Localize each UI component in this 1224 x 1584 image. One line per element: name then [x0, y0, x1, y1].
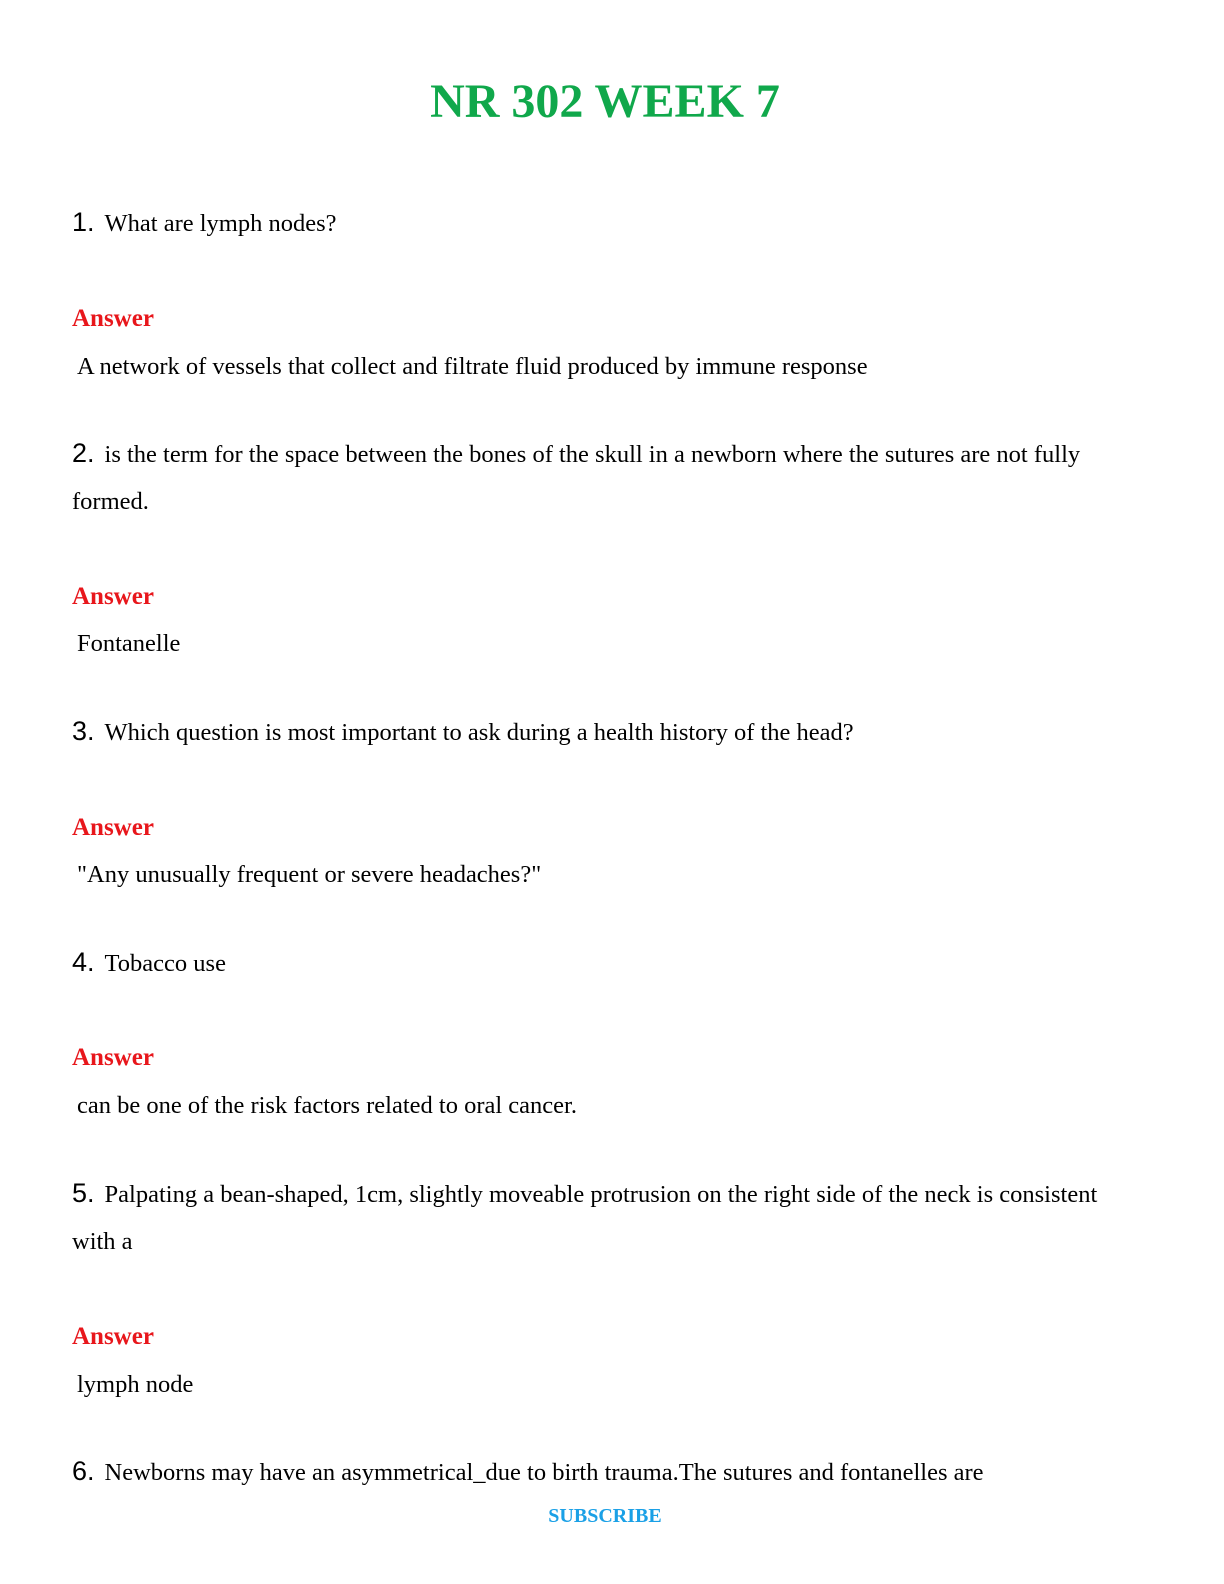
- question-number: 6.: [72, 1456, 95, 1486]
- question-6: [72, 1448, 1172, 1496]
- question-number: 4.: [72, 947, 95, 977]
- subscribe-link[interactable]: SUBSCRIBE: [548, 1505, 662, 1527]
- question-text: Tobacco use: [104, 950, 226, 977]
- document-title: NR 302 WEEK 7: [430, 75, 780, 128]
- question-4: [72, 939, 1132, 987]
- question-3: [72, 708, 1132, 756]
- question-number: 2.: [72, 438, 95, 468]
- answer-text: "Any unusually frequent or severe headaches?": [77, 861, 542, 888]
- question-number: 3.: [72, 716, 95, 746]
- answer-text: can be one of the risk factors related to oral cancer.: [77, 1092, 577, 1119]
- answer-label: Answer: [72, 1323, 154, 1350]
- answer-label: Answer: [72, 814, 154, 841]
- question-5: [72, 1170, 1132, 1265]
- question-text: is the term for the space between the bones of the skull in a newborn where the sutures are not fully formed.: [72, 441, 1081, 515]
- question-1: [72, 199, 1132, 247]
- answer-text: Fontanelle: [77, 630, 181, 657]
- answer-label: Answer: [72, 1044, 154, 1071]
- question-number: 1.: [72, 207, 95, 237]
- answer-text: A network of vessels that collect and filtrate fluid produced by immune response: [77, 353, 868, 380]
- question-text: Which question is most important to ask during a health history of the head?: [104, 719, 854, 746]
- answer-label: Answer: [72, 583, 154, 610]
- question-number: 5.: [72, 1178, 95, 1208]
- answer-text: lymph node: [77, 1371, 194, 1398]
- question-text: Newborns may have an asymmetrical_due to birth trauma.The sutures and fontanelles are: [104, 1459, 984, 1486]
- question-text: What are lymph nodes?: [104, 210, 337, 237]
- answer-label: Answer: [72, 305, 154, 332]
- question-2: [72, 430, 1132, 525]
- question-text: Palpating a bean-shaped, 1cm, slightly moveable protrusion on the right side of the neck is consistent with a: [72, 1181, 1098, 1255]
